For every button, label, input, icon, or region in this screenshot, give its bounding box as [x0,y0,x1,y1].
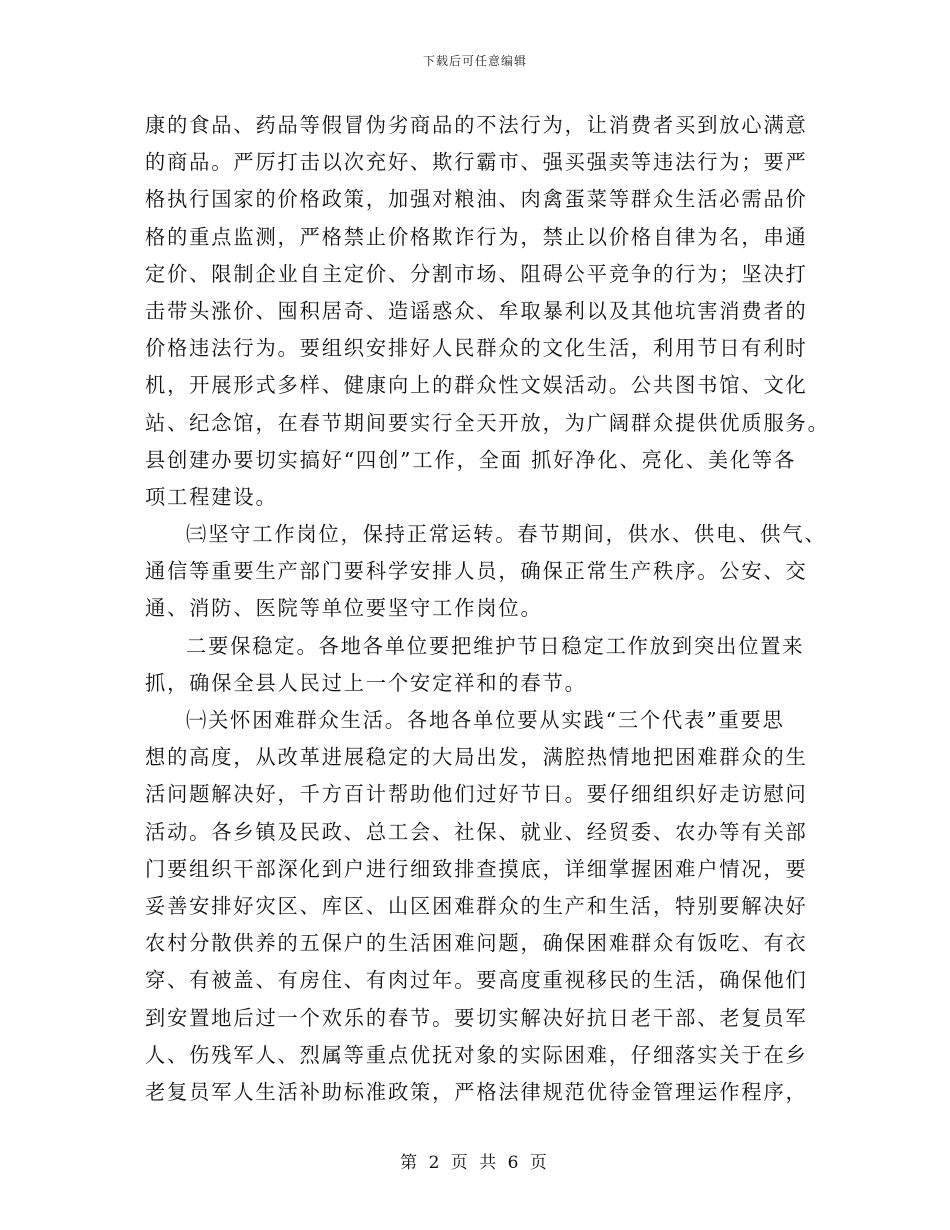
text-line: 门要组织干部深化到户进行细致排查摸底，详细掌握困难户情况，要 [145,856,808,881]
text-line: 县创建办要切实搞好“四创”工作，全面 抓好净化、亮化、美化等各 [145,447,797,472]
text-line: 到安置地后过一个欢乐的春节。要切实解决好抗日老干部、老复员军 [145,1005,808,1030]
paragraph-start-line: ㈠关怀困难群众生活。各地各单位要从实践“三个代表”重要思 [186,708,785,732]
text-line: 抓，确保全县人民过上一个安定祥和的春节。 [145,670,587,695]
text-line: 想的高度，从改革进展稳定的大局出发，满腔热情地把困难群众的生 [145,745,808,770]
text-line: 老复员军人生活补助标准政策，严格法律规范优待金管理运作程序， [145,1079,808,1104]
text-line: 格的重点监测，严格禁止价格欺诈行为，禁止以价格自律为名，串通 [145,224,808,249]
text-line: 站、纪念馆，在春节期间要实行全天开放，为广阔群众提供优质服务。 [145,410,830,435]
text-line: 格执行国家的价格政策，加强对粮油、肉禽蛋菜等群众生活必需品价 [145,187,808,212]
text-line: 机，开展形式多样、健康向上的群众性文娱活动。公共图书馆、文化 [145,373,808,398]
document-body [145,107,830,1111]
text-line: 击带头涨价、囤积居奇、造谣惑众、牟取暴利以及其他坑害消费者的 [145,298,808,323]
text-line: 定价、限制企业自主定价、分割市场、阻碍公平竞争的行为；坚决打 [145,261,808,286]
paragraph-start-line: ㈢坚守工作岗位，保持正常运转。春节期间，供水、供电、供气、 [186,522,827,547]
text-line: 农村分散供养的五保户的生活困难问题，确保困难群众有饭吃、有衣 [145,931,808,956]
paragraph-start-line: 二要保稳定。各地各单位要把维护节日稳定工作放到突出位置来 [186,633,805,658]
text-line: 的商品。严厉打击以次充好、欺行霸市、强买强卖等违法行为；要严 [145,150,808,175]
text-line: 穿、有被盖、有房住、有肉过年。要高度重视移民的生活，确保他们 [145,968,808,993]
text-line: 通、消防、医院等单位要坚守工作岗位。 [145,596,543,621]
text-line: 项工程建设。 [145,484,278,509]
text-line: 人、伤残军人、烈属等重点优抚对象的实际困难，仔细落实关于在乡 [145,1042,808,1067]
text-line: 妥善安排好灾区、库区、山区困难群众的生产和生活，特别要解决好 [145,893,808,918]
page-number-footer: 第 2 页 共 6 页 [400,1153,550,1173]
text-line: 价格违法行为。要组织安排好人民群众的文化生活，利用节日有利时 [145,336,808,361]
text-line: 活问题解决好，千方百计帮助他们过好节日。要仔细组织好走访慰问 [145,782,808,807]
page-header: 下载后可任意编辑 [422,54,527,68]
text-line: 通信等重要生产部门要科学安排人员，确保正常生产秩序。公安、交 [145,559,808,584]
text-line: 康的食品、药品等假冒伪劣商品的不法行为，让消费者买到放心满意 [145,113,808,137]
text-line: 活动。各乡镇及民政、总工会、社保、就业、经贸委、农办等有关部 [145,819,808,844]
